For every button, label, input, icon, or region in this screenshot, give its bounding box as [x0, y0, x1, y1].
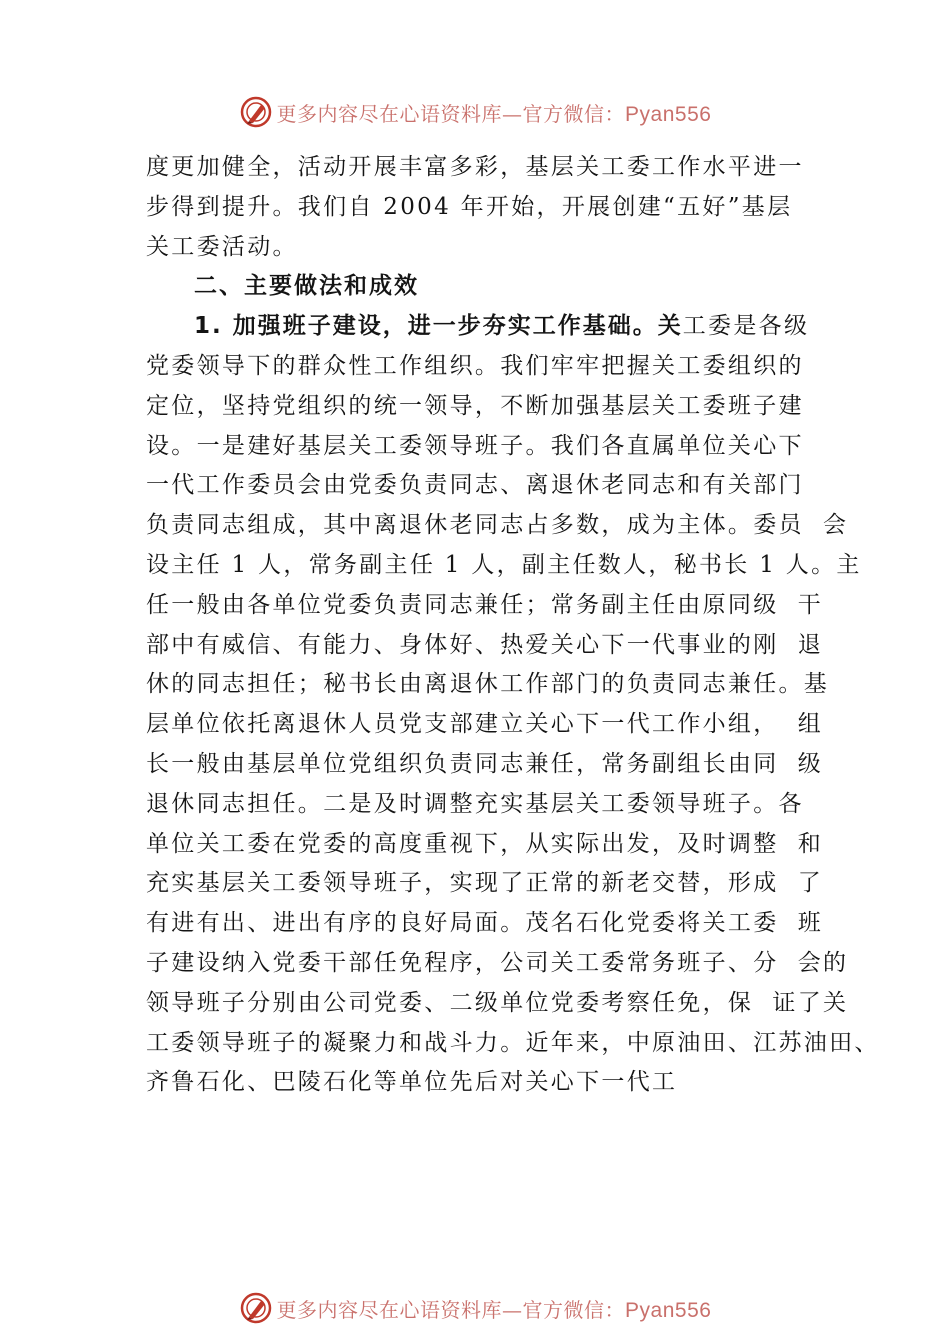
paragraph-line: 退休同志担任。二是及时调整充实基层关工委领导班子。各 — [146, 790, 804, 817]
banner-dash: — — [502, 101, 523, 126]
paragraph-line: 关工委活动。 — [146, 233, 298, 260]
paragraph-lead-line — [146, 307, 846, 347]
pen-nib-logo-icon — [239, 95, 273, 129]
paragraph-line: 任一般由各单位党委负责同志兼任；常务副主任由原同级 干 — [146, 591, 824, 618]
paragraph-line: 子建设纳入党委干部任免程序，公司关工委常务班子、分 会的 — [146, 949, 849, 976]
paragraph-line: 单位关工委在党委的高度重视下，从实际出发，及时调整 和 — [146, 830, 824, 857]
paragraph-line: 负责同志组成，其中离退休老同志占多数，成为主体。委员 会 — [146, 512, 849, 539]
paragraph-line: 步得到提升。我们自 2004 年开始，开展创建“五好”基层 — [146, 193, 793, 220]
paragraph-line: 部中有威信、有能力、身体好、热爱关心下一代事业的刚 退 — [146, 631, 824, 658]
section-heading: 二、主要做法和成效 — [194, 273, 419, 300]
banner-prefix: 更多内容尽在心语资料库 — [276, 1297, 503, 1322]
banner-official: 官方微信： — [522, 101, 626, 126]
paragraph-line: 党委领导下的群众性工作组织。我们牢牢把握关工委组织的 — [146, 352, 804, 379]
paragraph-line: 设。一是建好基层关工委领导班子。我们各直属单位关心下 — [146, 432, 804, 459]
banner-official: 官方微信： — [522, 1297, 626, 1322]
banner-text — [277, 98, 712, 127]
banner-account: Pyan556 — [625, 102, 712, 126]
paragraph-line: 齐鲁石化、巴陵石化等单位先后对关心下一代工 — [146, 1069, 678, 1096]
paragraph-line: 有进有出、进出有序的良好局面。茂名石化党委将关工委 班 — [146, 910, 824, 937]
paragraph-line: 长一般由基层单位党组织负责同志兼任，常务副组长由同 级 — [146, 750, 824, 777]
banner-account: Pyan556 — [625, 1298, 712, 1322]
footer-banner — [0, 1288, 950, 1328]
paragraph-line: 定位，坚持党组织的统一领导，不断加强基层关工委班子建 — [146, 392, 804, 419]
paragraph-line: 度更加健全，活动开展丰富多彩，基层关工委工作水平进一 — [146, 154, 804, 180]
paragraph-line: 领导班子分别由公司党委、二级单位党委考察任免，保 证了关 — [146, 989, 849, 1016]
banner-prefix: 更多内容尽在心语资料库 — [276, 101, 503, 126]
banner-text — [277, 1294, 712, 1323]
paragraph-line: 一代工作委员会由党委负责同志、离退休老同志和有关部门 — [146, 472, 804, 499]
paragraph-line: 层单位依托离退休人员党支部建立关心下一代工作小组， 组 — [146, 711, 824, 738]
paragraph-line: 休的同志担任；秘书长由离退休工作部门的负责同志兼任。基 — [146, 671, 830, 698]
banner-dash: — — [502, 1297, 523, 1322]
paragraph-line: 工委领导班子的凝聚力和战斗力。近年来，中原油田、江苏油田、 — [146, 1029, 880, 1056]
header-banner — [0, 92, 950, 132]
lead-bold-text: 1. 加强班子建设，进一步夯实工作基础。关 — [194, 313, 683, 340]
paragraph-line: 充实基层关工委领导班子，实现了正常的新老交替，形成 了 — [146, 870, 824, 897]
lead-rest-text: 工委是各级 — [682, 313, 810, 340]
document-body — [146, 148, 880, 1103]
paragraph-line: 设主任 1 人，常务副主任 1 人，副主任数人，秘书长 1 人。主 — [146, 551, 862, 578]
pen-nib-logo-icon — [239, 1291, 273, 1325]
